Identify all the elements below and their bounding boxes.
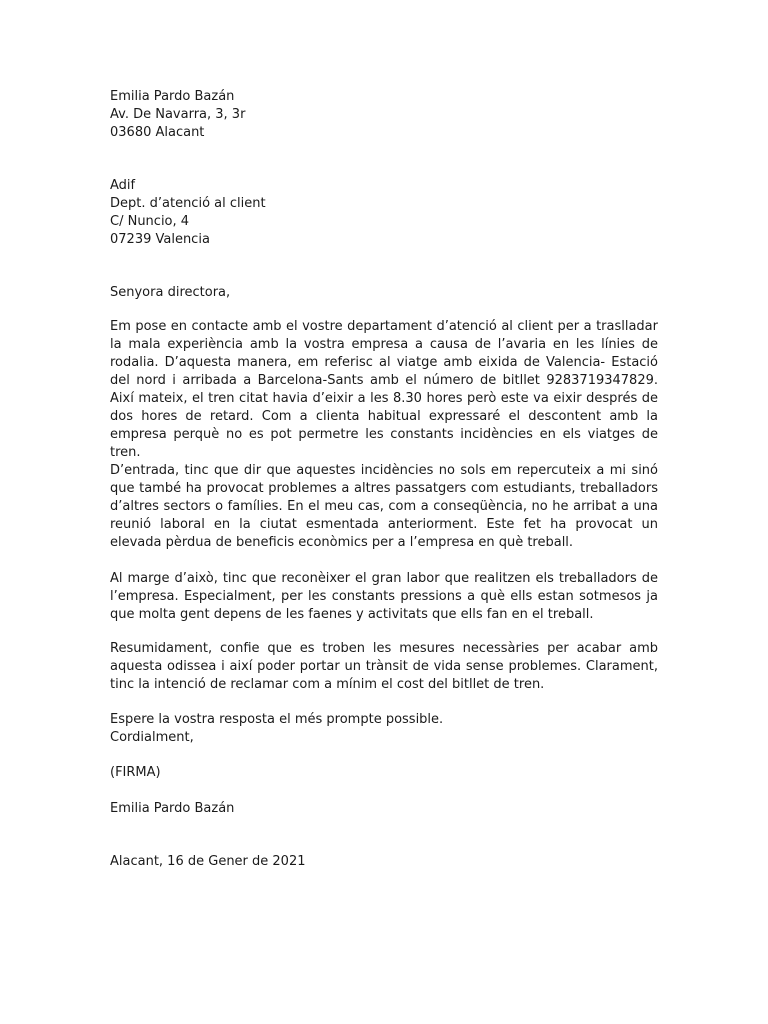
signer-block xyxy=(110,800,658,818)
paragraph-text: Resumidament, confie que es troben les mesures necessàries per acabar amb aquesta odissea i així poder portar un trànsit de vida sense problemes. Clarament, tinc la intenció de reclamar com a mínim el cost del bitllet de tren. xyxy=(110,641,658,692)
body-paragraph xyxy=(110,318,658,462)
sender-address-block xyxy=(110,88,658,142)
salutation-text: Senyora directora, xyxy=(110,285,231,300)
recipient-company: Adif xyxy=(110,178,136,193)
recipient-address-block xyxy=(110,177,658,249)
sender-street: Av. De Navarra, 3, 3r xyxy=(110,107,246,122)
signer-name: Emilia Pardo Bazán xyxy=(110,801,235,816)
body-paragraph xyxy=(110,570,658,624)
paragraph-text: Em pose en contacte amb el vostre departament d’atenció al client per a traslladar la mala experiència amb la vostra empresa a causa de l’avaria en les línies de rodalia. D’aquesta manera, em referisc al viatge amb eixida de Valencia- Estació del nord i arribada a Barcelona-Sants amb el número de bitllet 9283719347829. Així mateix, el tren citat havia d’eixir a les 8.30 hores però este va eixir després de dos hores de retard. Com a clienta habitual expressaré el descontent amb la empresa perquè no es pot permetre les constants incidències en els viatges de tren. xyxy=(110,319,658,460)
salutation xyxy=(110,284,658,302)
signature-placeholder xyxy=(110,764,658,782)
sender-name: Emilia Pardo Bazán xyxy=(110,89,235,104)
place-date-text: Alacant, 16 de Gener de 2021 xyxy=(110,854,306,869)
recipient-city: 07239 Valencia xyxy=(110,232,210,247)
complimentary-close: Cordialment, xyxy=(110,730,194,745)
signature-placeholder-text: (FIRMA) xyxy=(110,765,161,780)
recipient-street: C/ Nuncio, 4 xyxy=(110,214,190,229)
closing-request: Espere la vostra resposta el més prompte possible. xyxy=(110,712,444,727)
body-paragraph xyxy=(110,640,658,694)
body-paragraph xyxy=(110,462,658,552)
recipient-department: Dept. d’atenció al client xyxy=(110,196,266,211)
place-and-date xyxy=(110,853,658,871)
sender-city: 03680 Alacant xyxy=(110,125,205,140)
paragraph-text: Al marge d’això, tinc que reconèixer el gran labor que realitzen els treballadors de l’empresa. Especialment, per les constants pressions a què ells estan sotmesos ja que molta gent depens de les faenes y activitats que ells fan en el treball. xyxy=(110,571,658,622)
closing-block xyxy=(110,711,658,747)
paragraph-text: D’entrada, tinc que dir que aquestes incidències no sols em repercuteix a mi sinó que també ha provocat problemes a altres passatgers com estudiants, treballadors d’altres sectors o famílies. En el meu cas, com a conseqüència, no he arribat a una reunió laboral en la ciutat esmentada anteriorment. Este fet ha provocat un elevada pèrdua de beneficis econòmics per a l’empresa en què treball. xyxy=(110,463,658,550)
